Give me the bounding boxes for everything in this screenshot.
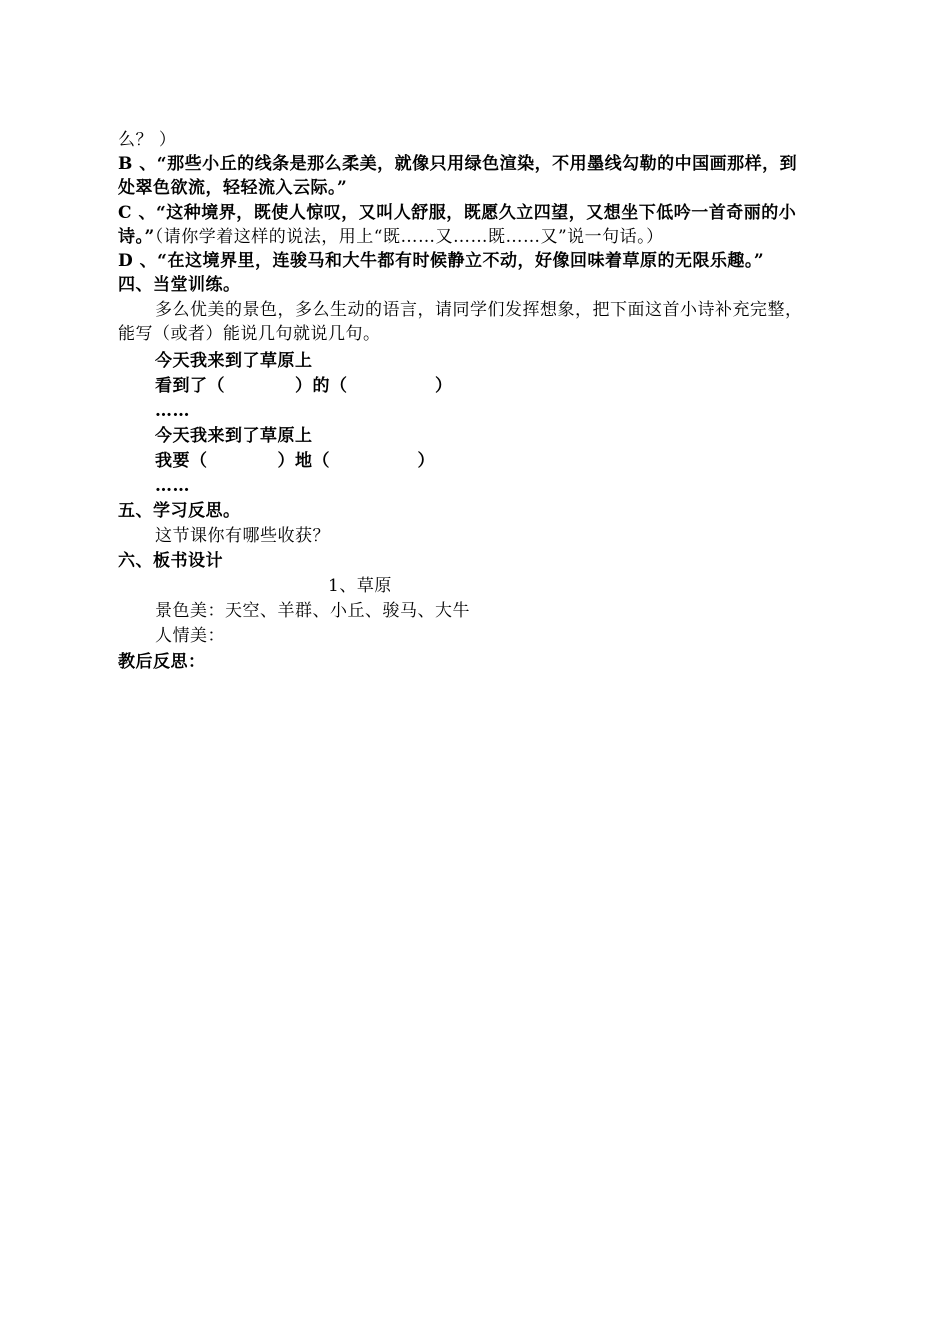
- text-line: 么？ ）: [118, 130, 177, 150]
- section-heading-4: 四、当堂训练。: [118, 275, 241, 295]
- board-line-scenery: 景色美：天空、羊群、小丘、骏马、大牛: [155, 601, 470, 621]
- quote-b-line-1: B 、“那些小丘的线条是那么柔美，就像只用绿色渲染，不用墨线勾勒的中国画那样，到: [118, 154, 798, 174]
- quote-b-line-2: 处翠色欲流，轻轻流入云际。”: [118, 178, 348, 198]
- quote-c-line-1: C 、“这种境界，既使人惊叹，又叫人舒服，既愿久立四望，又想坐下低吟一首奇丽的小: [118, 203, 797, 223]
- section-heading-6: 六、板书设计: [118, 551, 223, 571]
- quote-d-line: D 、“在这境界里，连骏马和大牛都有时候静立不动，好像回味着草原的无限乐趣。”: [118, 251, 765, 271]
- poem-line: 今天我来到了草原上: [155, 351, 313, 371]
- poem-ellipsis: ……: [155, 401, 190, 421]
- quote-c-end: 诗。”: [118, 227, 155, 247]
- quote-c-instruction: （请你学着这样的说法，用上“既……又……既……又”说一句话。）: [154, 227, 664, 247]
- after-class-reflection-heading: 教后反思：: [118, 652, 206, 672]
- paragraph-line-1: 多么优美的景色，多么生动的语言，请同学们发挥想象，把下面这首小诗补充完整，: [155, 300, 803, 320]
- poem-ellipsis: ……: [155, 476, 190, 496]
- board-line-people: 人情美：: [155, 626, 225, 646]
- poem-line: 今天我来到了草原上: [155, 426, 313, 446]
- quote-c-line-2: [118, 225, 664, 249]
- poem-fill-line: 我要（ ）地（ ）: [155, 451, 435, 471]
- section-heading-5: 五、学习反思。: [118, 501, 241, 521]
- poem-fill-line: 看到了（ ）的（ ）: [155, 376, 453, 396]
- reflection-question: 这节课你有哪些收获？: [155, 526, 330, 546]
- board-title: 1、草原: [328, 576, 392, 596]
- paragraph-line-2: 能写（或者）能说几句就说几句。: [118, 324, 381, 344]
